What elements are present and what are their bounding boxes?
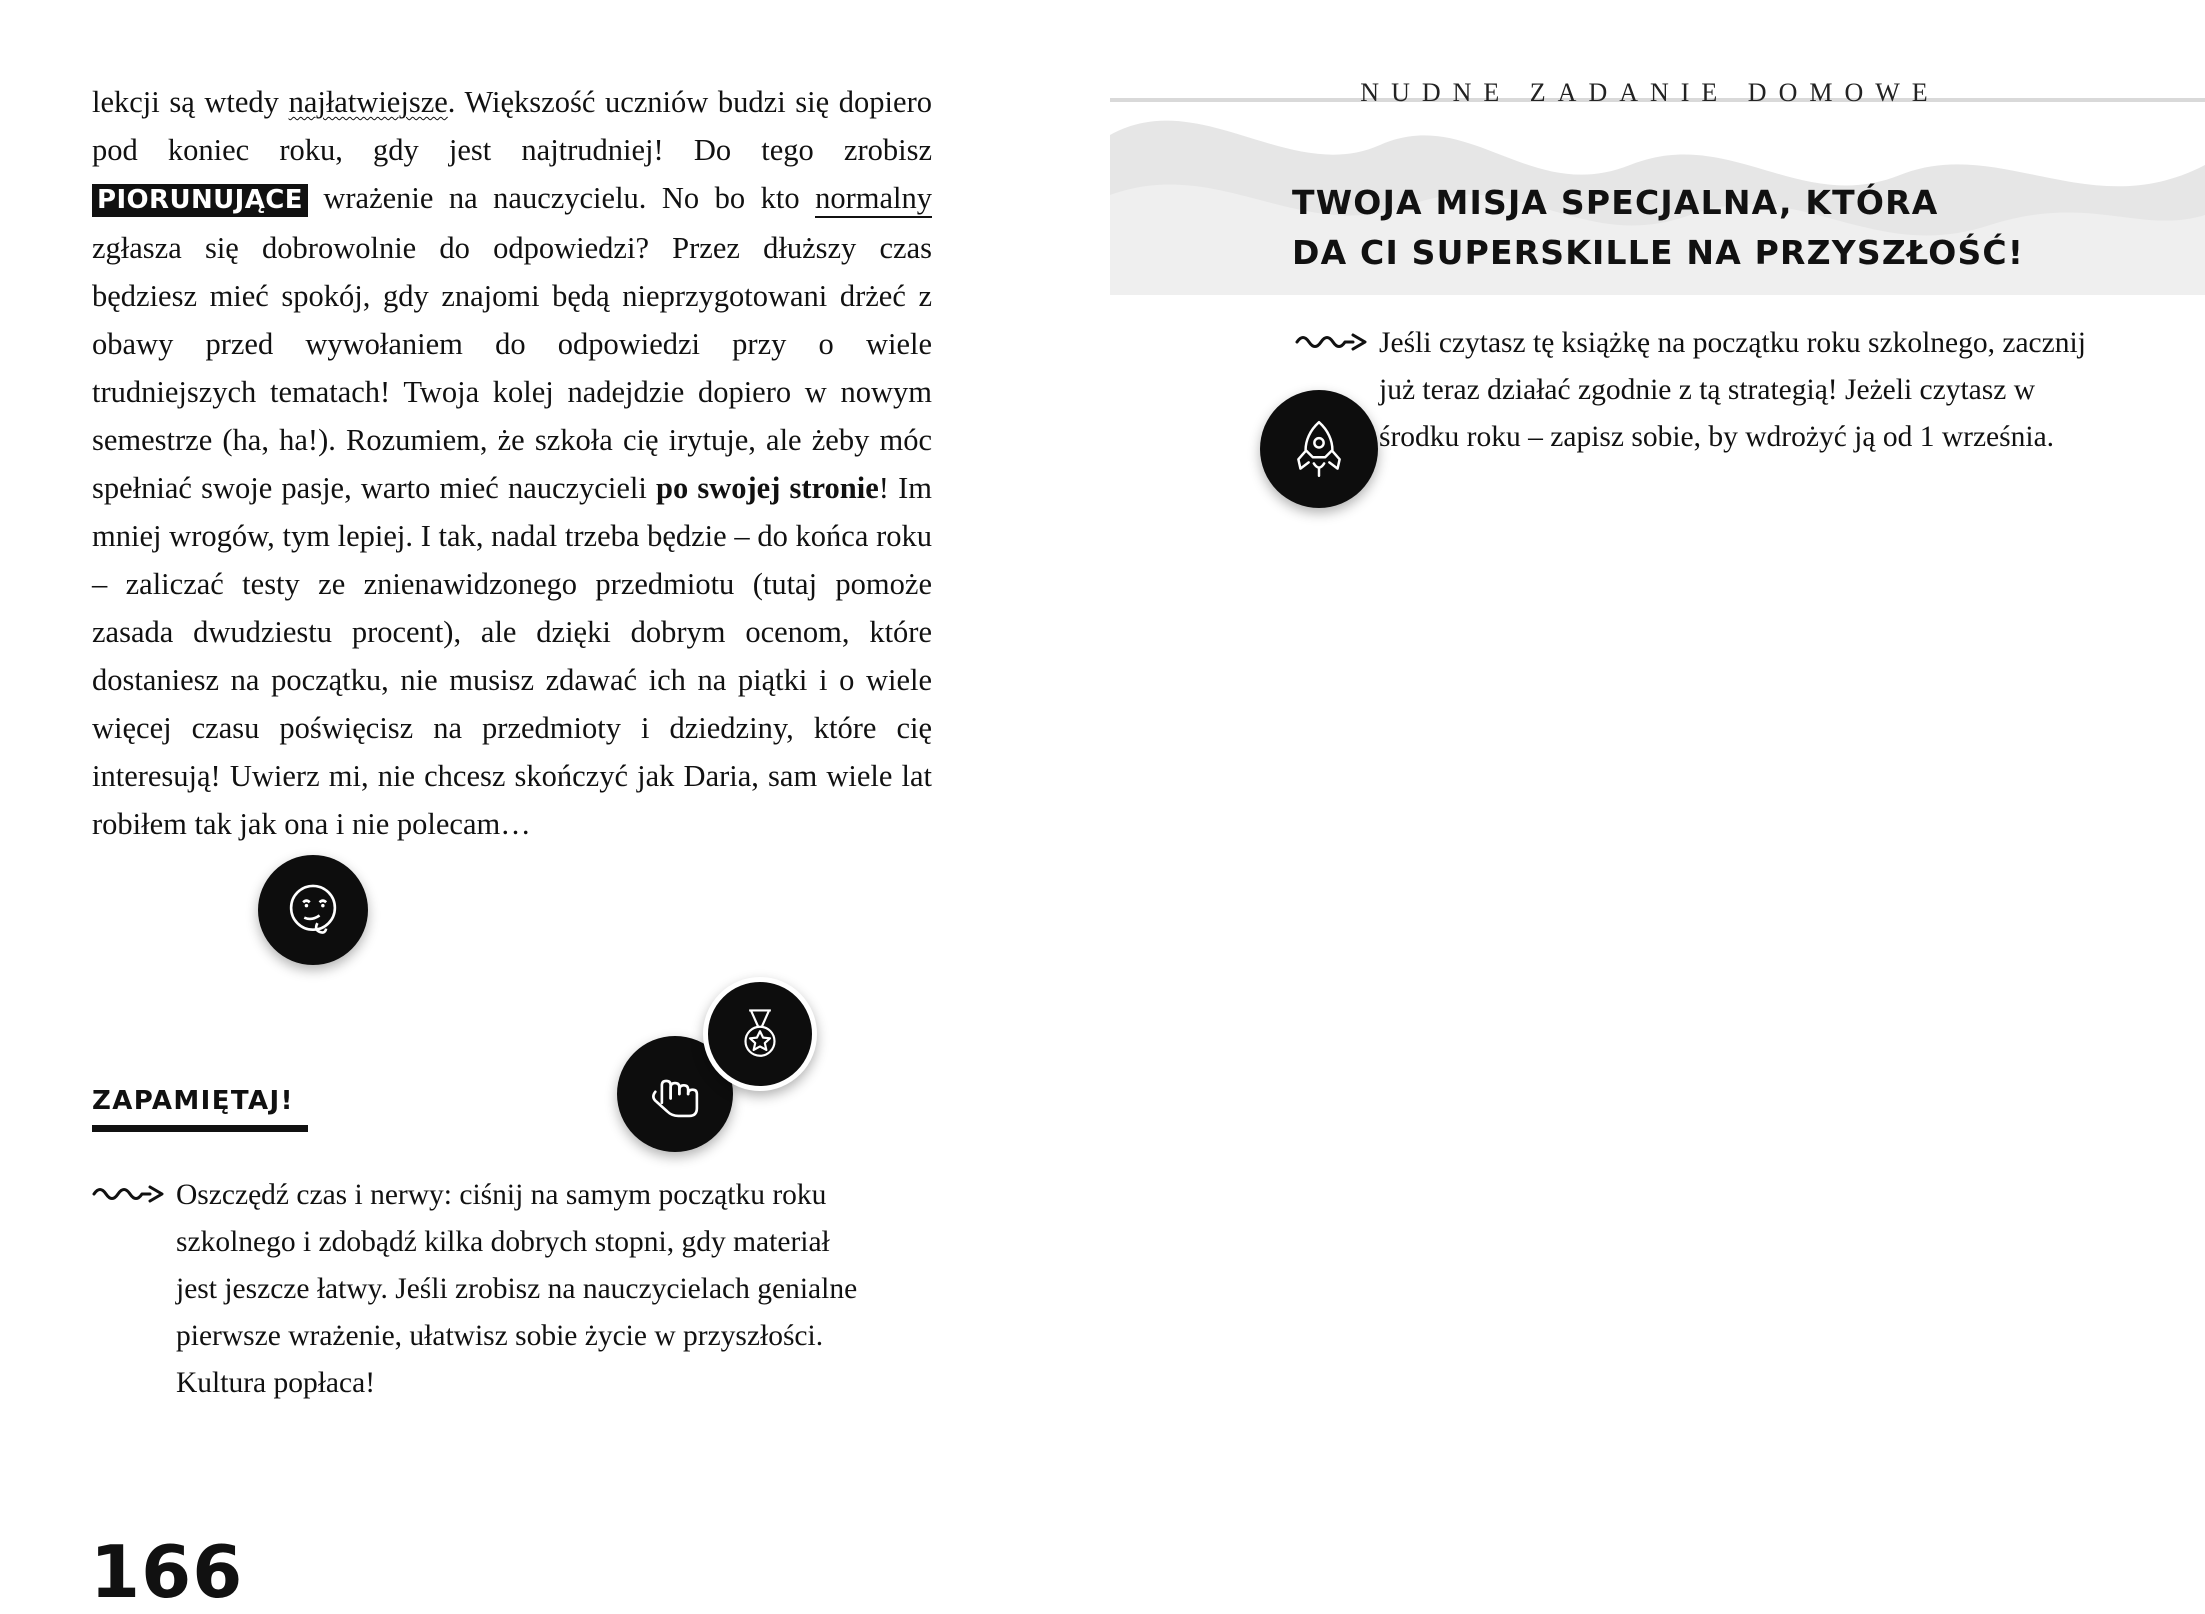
page-number: 166 (90, 1530, 244, 1614)
medal-icon (703, 977, 817, 1091)
right-page (1060, 0, 2205, 1614)
left-page (0, 0, 1060, 1614)
mission-bullet-text: Jeśli czytasz tę książkę na początku roku szkolnego, zacznij już teraz działać zgodnie z tą strategią! Jeżeli czytasz w środku roku – zapisz sobie, by wdrożyć ją od 1 września. (1379, 327, 2086, 453)
squiggly-arrow-icon (92, 1172, 176, 1209)
remember-bullet-text: Oszczędź czas i nerwy: ciśnij na samym początku roku szkolnego i zdobądź kilka dobrych stopni, gdy materiał jest jeszcze łatwy. Jeśli zrobisz na nauczycielach genialne pierwsze wrażenie, ułatwisz sobie życie w przyszłości. Kultura popłaca! (176, 1179, 858, 1399)
thinking-face-icon (258, 855, 368, 965)
remember-heading: ZAPAMIĘTAJ! (92, 1086, 294, 1116)
mission-title-line-2: DA CI SUPERSKILLE NA PRZYSZŁOŚĆ! (1292, 233, 2025, 272)
remember-bullet-row (92, 1172, 872, 1407)
body-paragraph: lekcji są wtedy najłatwiejsze. Większość uczniów budzi się dopiero pod koniec roku, gdy jest najtrudniej! Do tego zrobisz PIORUNUJĄCE wrażenie na nauczycielu. No bo kto normalny zgłasza się dobrowolnie do odpowiedzi? Przez dłuższy czas będziesz mieć spokój, gdy znajomi będą nieprzygotowani drżeć z obawy przed wywołaniem do odpowiedzi przy o wiele trudniejszych tematach! Twoja kolej nadejdzie dopiero w nowym semestrze (ha, ha!). Rozumiem, że szkoła cię irytuje, ale żeby móc spełniać swoje pasje, warto mieć nauczycieli po swojej stronie! Im mniej wrogów, tym lepiej. I tak, nadal trzeba będzie – do końca roku – zaliczać testy ze znienawidzonego przedmiotu (tutaj pomoże zasada dwudziestu procent), ale dzięki dobrym ocenom, które dostaniesz na początku, nie musisz zdawać ich na piątki i o wiele więcej czasu poświęcisz na przedmioty i dziedziny, które cię interesują! Uwierz mi, nie chcesz skończyć jak Daria, sam wiele lat robiłem tak jak ona i nie polecam… (92, 85, 932, 841)
squiggly-arrow-icon (1295, 320, 1379, 357)
running-head: NUDNE ZADANIE DOMOWE (1360, 78, 1940, 107)
mission-title-line-1: TWOJA MISJA SPECJALNA, KTÓRA (1292, 183, 1939, 222)
remember-underline (92, 1125, 308, 1132)
mission-title (1292, 178, 2152, 278)
mission-bullet-row (1295, 320, 2095, 461)
